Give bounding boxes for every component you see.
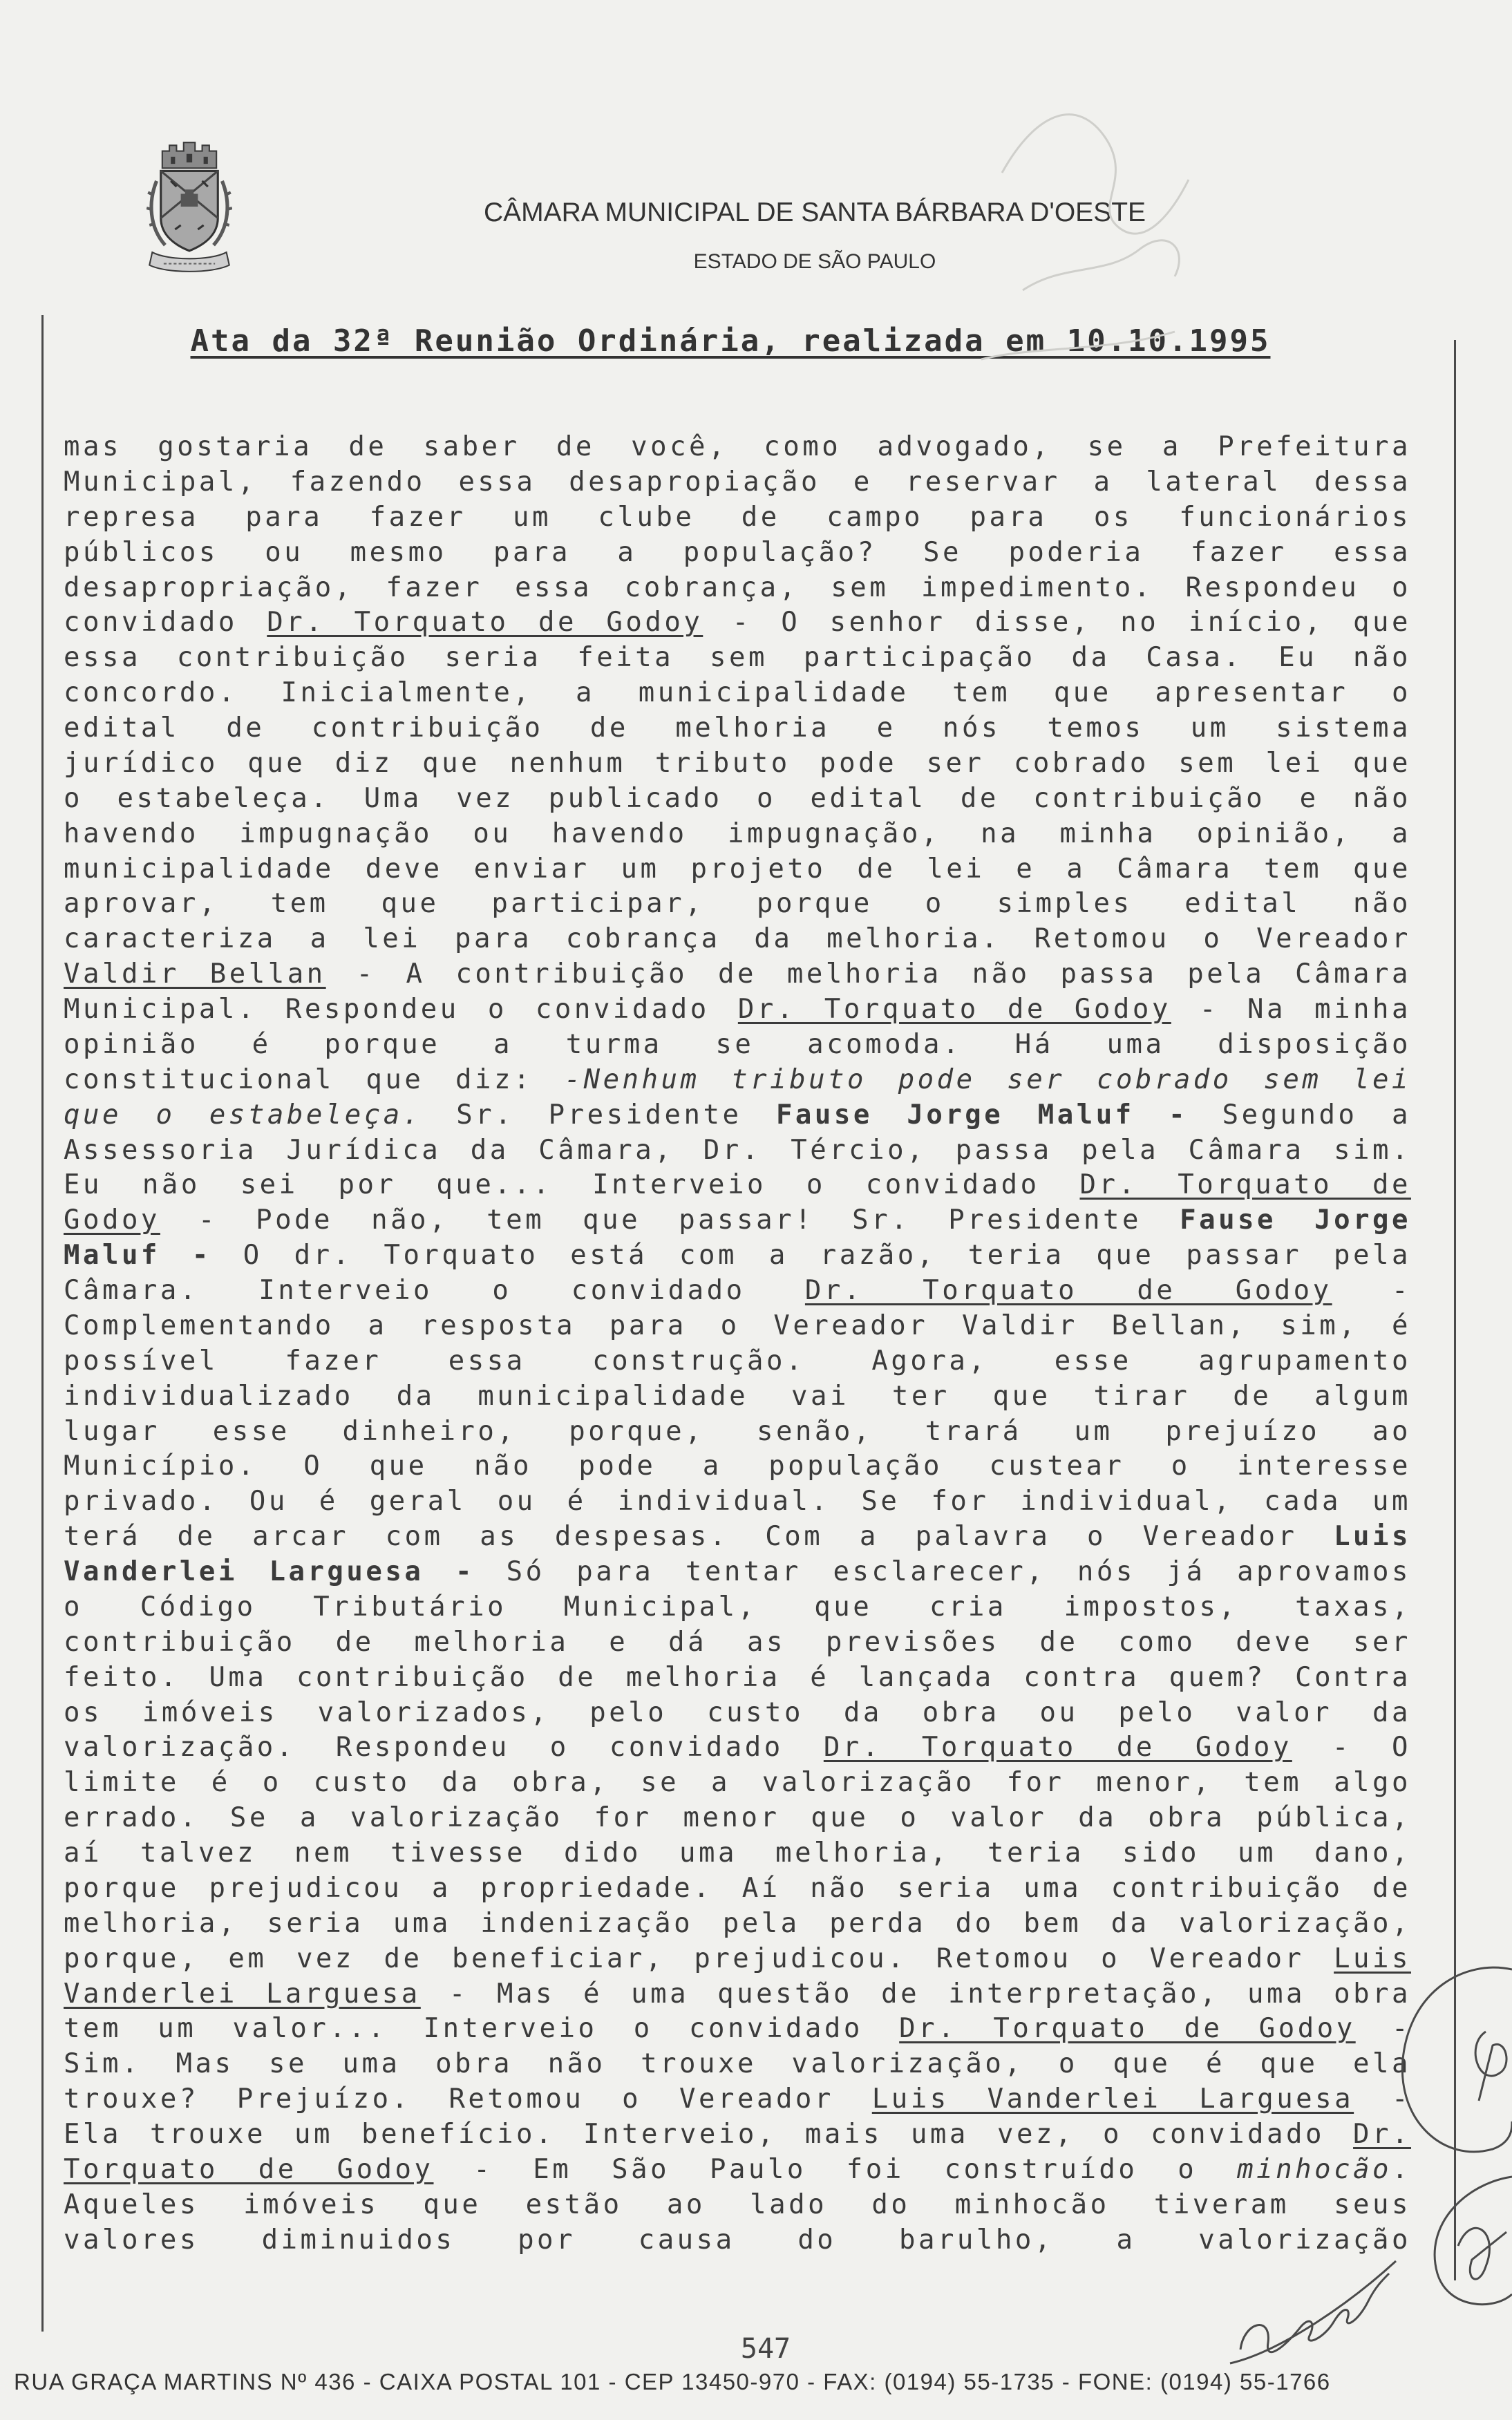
body-line [64, 2153, 1411, 2188]
body-line [64, 1555, 1411, 1590]
body-line [64, 2117, 1411, 2153]
body-line [64, 2047, 1411, 2082]
body-line [64, 922, 1411, 957]
underlined-name: Luis Vanderlei Larguesa [871, 2083, 1354, 2115]
body-text: municipalidade deve enviar um projeto de lei e a Câmara tem que [64, 853, 1411, 885]
body-text: terá de arcar com as despesas. Com a palavra o Vereador [64, 1521, 1334, 1553]
bold-name: Fause Jorge Maluf - [775, 1099, 1189, 1131]
body-line [64, 817, 1411, 852]
body-text: errado. Se a valorização for menor que o valor da obra pública, [64, 1802, 1411, 1834]
body-text: melhoria, seria uma indenização pela perda do bem da valorização, [64, 1907, 1411, 1939]
body-text: - A contribuição de melhoria não passa pela Câmara [325, 958, 1411, 990]
body-line [64, 605, 1411, 641]
body-text: aprovar, tem que participar, porque o simples edital não [64, 888, 1411, 920]
body-text: Municipal, fazendo essa desapropiação e reservar a lateral dessa [64, 466, 1411, 498]
body-line [64, 1590, 1411, 1625]
body-line [64, 1238, 1411, 1274]
body-line [64, 1766, 1411, 1801]
body-text: Municipal. Respondeu o convidado [64, 994, 738, 1025]
body-text: Complementando a resposta para o Vereador Valdir Bellan, sim, é [64, 1310, 1411, 1341]
body-line [64, 1625, 1411, 1661]
body-line [64, 1309, 1411, 1344]
right-margin-rule [1454, 340, 1456, 2280]
body-text: públicos ou mesmo para a população? Se poderia fazer essa [64, 536, 1411, 568]
bleed-through-signature [981, 115, 1189, 359]
body-text: porque prejudicou a propriedade. Aí não seria uma contribuição de [64, 1872, 1411, 1904]
handwritten-signature-bottom [1230, 2261, 1396, 2363]
coat-of-arms-icon [147, 138, 232, 274]
body-line [64, 1449, 1411, 1484]
body-line [64, 1730, 1411, 1766]
body-line [64, 1977, 1411, 2012]
minutes-body [64, 430, 1411, 2258]
body-text: valores diminuidos por causa do barulho, a valorização [64, 2224, 1411, 2256]
body-line [64, 1801, 1411, 1836]
bold-name: Luis [1334, 1521, 1411, 1553]
body-line [64, 1203, 1411, 1238]
body-text: Município. O que não pode a população custear o interesse [64, 1450, 1411, 1482]
body-text: concordo. Inicialmente, a municipalidade tem que apresentar o [64, 677, 1411, 709]
body-text: - Em São Paulo foi construído o [433, 2153, 1238, 2185]
body-text: valorização. Respondeu o convidado [64, 1732, 824, 1764]
body-line [64, 1484, 1411, 1520]
body-text: trouxe? Prejuízo. Retomou o Vereador [64, 2083, 872, 2115]
body-line [64, 2082, 1411, 2117]
body-text: - [1354, 2083, 1411, 2115]
body-text: . [1392, 2153, 1411, 2185]
body-text: tem um valor... Interveio o convidado [64, 2013, 900, 2045]
underlined-name: Dr. Torquato de Godoy [899, 2013, 1356, 2045]
body-line [64, 1942, 1411, 1977]
body-line [64, 746, 1411, 782]
body-line [64, 641, 1411, 676]
body-text: Só para tentar esclarecer, nós já aprovamos [475, 1556, 1411, 1587]
body-text: Aqueles imóveis que estão ao lado do minhocão tiveram seus [64, 2189, 1411, 2220]
body-line [64, 430, 1411, 465]
body-line [64, 1696, 1411, 1731]
body-line [64, 1098, 1411, 1133]
state-name: ESTADO DE SÃO PAULO [693, 250, 936, 273]
body-text: Segundo a [1188, 1099, 1411, 1131]
body-text: possível fazer essa construção. Agora, esse agrupamento [64, 1345, 1411, 1377]
footer-address: RUA GRAÇA MARTINS Nº 436 - CAIXA POSTAL 101 - CEP 13450-970 - FAX: (0194) 55-1735 - FONE: (0194) 55-1766 [14, 2369, 1331, 2394]
body-text: caracteriza a lei para cobrança da melhoria. Retomou o Vereador [64, 923, 1411, 955]
body-line [64, 1836, 1411, 1871]
body-text: convidado [64, 607, 267, 639]
body-text: individualizado da municipalidade vai ter que tirar de algum [64, 1380, 1411, 1412]
body-text: Câmara. Interveio o convidado [64, 1275, 805, 1306]
body-line [64, 1063, 1411, 1098]
body-text: havendo impugnação ou havendo impugnação, na minha opinião, a [64, 817, 1411, 849]
body-line [64, 1344, 1411, 1379]
bold-name: Maluf - [64, 1240, 211, 1272]
body-text: aí talvez nem tivesse dido uma melhoria, teria sido um dano, [64, 1837, 1411, 1869]
body-line [64, 1907, 1411, 1942]
underlined-name: Dr. Torquato de Godoy [267, 607, 703, 639]
body-text: o Código Tributário Municipal, que cria impostos, taxas, [64, 1591, 1411, 1623]
body-line [64, 536, 1411, 571]
body-line [64, 852, 1411, 887]
body-text: essa contribuição seria feita sem participação da Casa. Eu não [64, 642, 1411, 674]
page-number: 547 [740, 2333, 791, 2365]
body-line [64, 957, 1411, 992]
institution-name: CÂMARA MUNICIPAL DE SANTA BÁRBARA D'OESTE [483, 198, 1146, 227]
body-text: contribuição de melhoria e dá as previsões de como deve ser [64, 1626, 1411, 1658]
body-text: os imóveis valorizados, pelo custo da obra ou pelo valor da [64, 1696, 1411, 1728]
body-line [64, 2223, 1411, 2258]
italic-text: que o estabeleça. [64, 1099, 422, 1131]
body-line [64, 1133, 1411, 1169]
italic-text: -Nenhum tributo pode ser cobrado sem lei [564, 1064, 1411, 1095]
bold-name: Vanderlei Larguesa - [64, 1556, 475, 1587]
body-line [64, 1028, 1411, 1063]
body-text: Sr. Presidente [422, 1099, 776, 1131]
body-line [64, 711, 1411, 746]
body-text: constitucional que diz: [64, 1064, 565, 1095]
underlined-name: Luis [1334, 1942, 1411, 1974]
body-line [64, 1661, 1411, 1696]
body-line [64, 992, 1411, 1028]
body-line [64, 2012, 1411, 2047]
body-line [64, 1379, 1411, 1415]
body-line [64, 1274, 1411, 1309]
underlined-name: Dr. Torquato de Godoy [804, 1275, 1332, 1306]
body-text: lugar esse dinheiro, porque, senão, trará um prejuízo ao [64, 1415, 1411, 1447]
underlined-name: Dr. Torquato de Godoy [823, 1732, 1292, 1764]
body-text: jurídico que diz que nenhum tributo pode ser cobrado sem lei que [64, 747, 1411, 779]
underlined-name: Dr. Torquato de Godoy [737, 994, 1171, 1025]
body-line [64, 465, 1411, 500]
body-line [64, 1520, 1411, 1555]
body-text: - [1355, 2013, 1411, 2045]
body-text: - Mas é uma questão de interpretação, uma obra [420, 1978, 1411, 2010]
body-text: porque, em vez de beneficiar, prejudicou. Retomou o Vereador [64, 1942, 1334, 1974]
body-text: desapropriação, fazer essa cobrança, sem impedimento. Respondeu o [64, 571, 1411, 603]
body-line [64, 1415, 1411, 1450]
body-text: represa para fazer um clube de campo para os funcionários [64, 501, 1411, 533]
body-line [64, 1871, 1411, 1907]
body-text: - O senhor disse, no início, que [703, 607, 1411, 639]
body-line [64, 500, 1411, 536]
body-text: o estabeleça. Uma vez publicado o edital de contribuição e não [64, 782, 1411, 814]
body-text: Ela trouxe um benefício. Interveio, mais uma vez, o convidado [64, 2119, 1354, 2150]
body-text: - O [1292, 1732, 1411, 1764]
underlined-name: Dr. [1353, 2119, 1411, 2150]
body-text: limite é o custo da obra, se a valorização for menor, tem algo [64, 1767, 1411, 1799]
body-line [64, 1168, 1411, 1203]
body-text: mas gostaria de saber de você, como advogado, se a Prefeitura [64, 431, 1411, 462]
body-text: Sim. Mas se uma obra não trouxe valorização, o que é que ela [64, 2048, 1411, 2080]
body-text: - Na minha [1171, 994, 1411, 1025]
bold-name: Fause Jorge [1180, 1204, 1411, 1236]
body-text: privado. Ou é geral ou é individual. Se for individual, cada um [64, 1486, 1411, 1518]
italic-text: minhocão [1237, 2153, 1392, 2185]
body-text: - Pode não, tem que passar! Sr. Presidente [160, 1204, 1180, 1236]
body-text: Assessoria Jurídica da Câmara, Dr. Tércio, passa pela Câmara sim. [64, 1134, 1411, 1166]
left-margin-rule [41, 315, 44, 2332]
body-text: O dr. Torquato está com a razão, teria que passar pela [211, 1240, 1411, 1272]
body-line [64, 887, 1411, 922]
body-text: feito. Uma contribuição de melhoria é lançada contra quem? Contra [64, 1661, 1411, 1693]
body-line [64, 676, 1411, 711]
underlined-name: Torquato de Godoy [64, 2153, 434, 2185]
body-line [64, 2188, 1411, 2223]
underlined-name: Vanderlei Larguesa [64, 1978, 421, 2010]
document-title: Ata da 32ª Reunião Ordinária, realizada em 10.10.1995 [190, 323, 1271, 359]
underlined-name: Godoy [64, 1204, 160, 1236]
handwritten-signature-right [1402, 1967, 1512, 2305]
body-text: Eu não sei por que... Interveio o convidado [64, 1169, 1080, 1201]
body-text: edital de contribuição de melhoria e nós temos um sistema [64, 712, 1411, 744]
body-text: opinião é porque a turma se acomoda. Há uma disposição [64, 1028, 1411, 1060]
underlined-name: Valdir Bellan [64, 958, 326, 990]
body-text: - [1332, 1275, 1411, 1306]
body-line [64, 571, 1411, 606]
underlined-name: Dr. Torquato de [1079, 1169, 1411, 1201]
body-line [64, 782, 1411, 817]
